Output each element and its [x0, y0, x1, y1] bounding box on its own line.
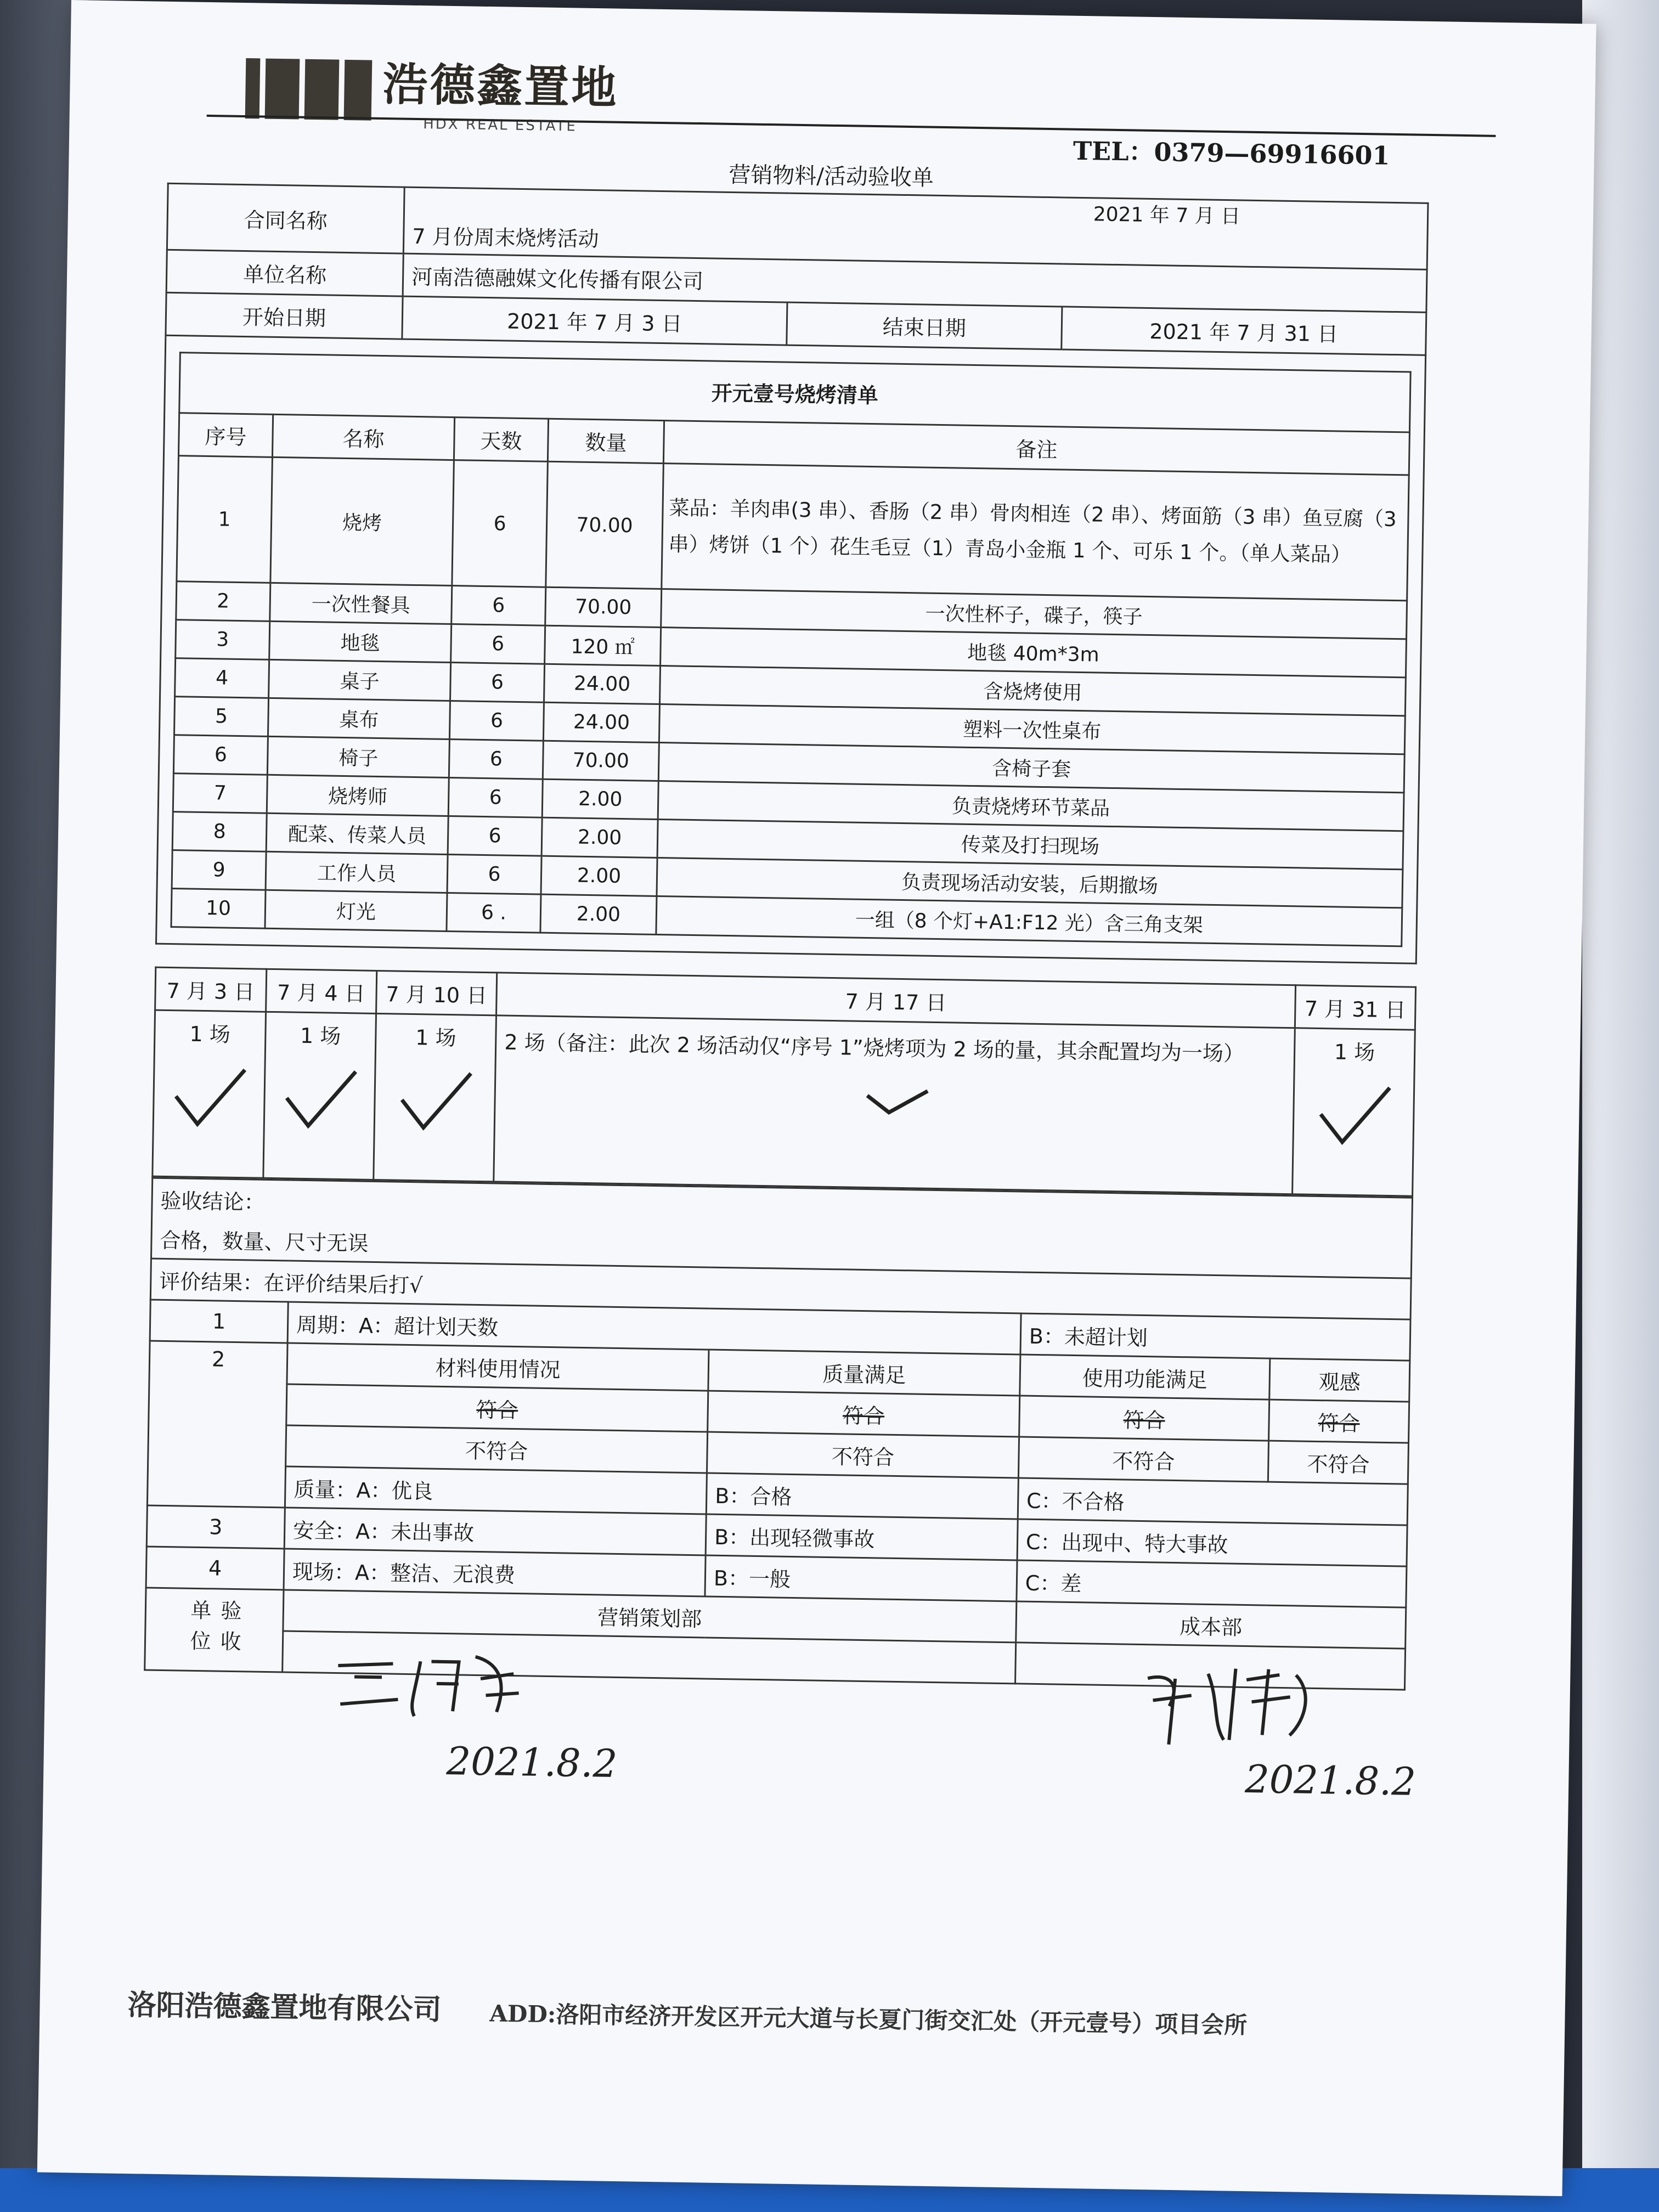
col-header-qty: 数量 — [548, 419, 664, 463]
appearance-nonconform: 不符合 — [1268, 1441, 1408, 1484]
row-days: 6 — [451, 624, 545, 664]
row-no: 10 — [171, 889, 266, 929]
row-remark: 地毯 40m*3m — [661, 628, 1407, 678]
material-nonconform: 不符合 — [286, 1425, 708, 1473]
function-nonconform: 不符合 — [1018, 1437, 1268, 1482]
row-name: 灯光 — [265, 890, 447, 931]
row-days: 6 — [448, 816, 542, 856]
schedule-count: 1 场 — [189, 1022, 231, 1047]
row-days: 6 — [452, 586, 546, 626]
row-name: 桌子 — [269, 659, 451, 701]
quality-option-c: C：不合格 — [1018, 1478, 1408, 1525]
row-name: 烧烤师 — [267, 775, 449, 816]
schedule-cell — [494, 1015, 1295, 1194]
row-remark: 负责烧烤环节菜品 — [658, 781, 1404, 831]
footer-company: 洛阳浩德鑫置地有限公司 — [127, 1988, 442, 2027]
evaluation-instruction: 评价结果：在评价结果后打√ — [150, 1259, 1411, 1319]
row-no: 9 — [172, 850, 266, 890]
checkmark-icon — [391, 1066, 479, 1139]
schedule-cell — [374, 1013, 496, 1181]
row-days: 6 — [449, 739, 543, 779]
row-qty: 70.00 — [543, 741, 659, 781]
company-name-cn: 浩德鑫置地 — [382, 58, 619, 115]
site-option-a: 现场：A：整洁、无浪费 — [284, 1549, 706, 1596]
row-days: 6 — [448, 777, 543, 817]
row-days: 6 . — [447, 893, 541, 933]
row-remark: 含烧烤使用 — [659, 666, 1406, 716]
quality-conform: 符合 — [708, 1391, 1020, 1437]
schedule-date: 7 月 10 日 — [376, 970, 497, 1015]
start-label: 开始日期 — [166, 292, 403, 339]
end-value: 2021 年 7 月 31 日 — [1062, 307, 1426, 355]
backdrop-right — [1582, 0, 1659, 2212]
acceptance-form — [144, 183, 1429, 1804]
schedule-table — [151, 967, 1417, 1197]
safety-option-b: B：出现轻微事故 — [706, 1514, 1018, 1560]
row-no: 3 — [176, 620, 270, 660]
contract-value: 7 月份周末烧烤活动 — [411, 224, 599, 252]
bbq-list-section — [155, 336, 1426, 964]
document-page — [37, 0, 1596, 2196]
contract-label: 合同名称 — [167, 183, 404, 253]
schedule-date: 7 月 4 日 — [266, 969, 377, 1013]
safety-option-c: C：出现中、特大事故 — [1017, 1519, 1407, 1566]
row-days: 6 — [452, 460, 548, 588]
evaluation-table — [144, 1177, 1417, 1804]
schedule-date: 7 月 17 日 — [496, 973, 1296, 1028]
checkmark-icon — [1309, 1081, 1398, 1154]
row-number: 3 — [146, 1505, 285, 1549]
row-name: 椅子 — [267, 736, 449, 777]
row-no: 4 — [175, 658, 269, 698]
safety-option-a: 安全：A：未出事故 — [284, 1508, 706, 1555]
quality-option-a: 质量：A：优良 — [285, 1466, 707, 1514]
criterion-function: 使用功能满足 — [1020, 1355, 1270, 1400]
col-header-remark: 备注 — [663, 421, 1409, 475]
row-no: 8 — [172, 812, 267, 852]
unit-value: 河南浩德融媒文化传播有限公司 — [403, 253, 1427, 312]
cost-sign-date: 2021.8.2 — [1244, 1757, 1417, 1804]
bbq-list-title: 开元壹号烧烤清单 — [178, 352, 1411, 431]
checkmark-icon — [275, 1065, 364, 1137]
row-no: 1 — [177, 456, 273, 583]
col-header-name: 名称 — [272, 414, 454, 460]
header-table — [165, 183, 1429, 356]
row-qty: 2.00 — [541, 817, 658, 857]
bbq-table — [170, 412, 1410, 947]
table-row — [177, 456, 1409, 601]
row-remark: 塑料一次性桌布 — [659, 704, 1405, 754]
row-no: 5 — [174, 697, 268, 737]
checkmark-icon — [165, 1063, 253, 1136]
row-remark: 一组（8 个灯+A1:F12 光）含三角支架 — [656, 896, 1402, 946]
row-number: 4 — [146, 1547, 284, 1590]
schedule-count: 2 场（备注：此次 2 场活动仅“序号 1”烧烤项为 2 场的量，其余配置均为一场） — [504, 1030, 1245, 1066]
unit-label: 单位名称 — [166, 250, 403, 296]
quality-option-b: B：合格 — [706, 1473, 1018, 1519]
row-no: 2 — [176, 582, 270, 622]
acceptance-unit-label: 验收单位 — [145, 1588, 284, 1672]
row-name: 烧烤 — [270, 457, 454, 585]
row-qty: 70.00 — [546, 461, 664, 589]
row-qty: 24.00 — [544, 664, 660, 704]
period-option-a: 周期：A：超计划天数 — [287, 1302, 1021, 1355]
site-option-c: C：差 — [1017, 1560, 1407, 1607]
company-name-en: HDX REAL ESTATE — [423, 116, 578, 135]
conclusion-label: 验收结论： — [152, 1178, 1413, 1238]
row-qty: 24.00 — [543, 702, 659, 742]
material-conform: 符合 — [286, 1384, 708, 1432]
appearance-conform: 符合 — [1269, 1400, 1409, 1443]
row-qty: 2.00 — [540, 894, 657, 934]
quality-nonconform: 不符合 — [707, 1432, 1019, 1478]
start-value: 2021 年 7 月 3 日 — [402, 296, 787, 345]
period-option-b: B：未超计划 — [1020, 1313, 1410, 1361]
criterion-material: 材料使用情况 — [287, 1343, 709, 1391]
schedule-cell — [263, 1012, 376, 1180]
row-days: 6 — [449, 701, 544, 741]
row-name: 一次性餐具 — [270, 583, 452, 624]
criterion-appearance: 观感 — [1269, 1358, 1410, 1402]
row-name: 地毯 — [269, 621, 452, 662]
conclusion-value: 合格，数量、尺寸无误 — [151, 1218, 1412, 1279]
row-remark: 负责现场活动安装，后期撤场 — [657, 857, 1403, 907]
row-remark: 传菜及打扫现场 — [657, 819, 1403, 869]
dept-cost: 成本部 — [1016, 1601, 1406, 1649]
dept-marketing: 营销策划部 — [283, 1590, 1017, 1643]
row-number: 1 — [150, 1300, 288, 1343]
row-remark: 菜品：羊肉串(3 串）、香肠（2 串）骨肉相连（2 串）、烤面筋（3 串）鱼豆腐（3 串）烤饼（1 个）花生毛豆（1）青岛小金瓶 1 个、可乐 1 个。（单人菜品） — [662, 464, 1409, 601]
row-days: 6 — [447, 854, 541, 894]
checkmark-icon — [850, 1085, 939, 1119]
cost-signature-area — [1015, 1643, 1417, 1804]
schedule-cell — [153, 1010, 266, 1178]
row-qty: 120 ㎡ — [545, 625, 661, 665]
row-qty: 2.00 — [542, 779, 658, 819]
marketing-sign-date: 2021.8.2 — [446, 1739, 618, 1787]
site-option-b: B：一般 — [705, 1555, 1017, 1601]
form-date: 2021 年 7 月 日 — [1093, 203, 1241, 228]
schedule-count: 1 场 — [415, 1025, 456, 1051]
schedule-cell — [1292, 1028, 1415, 1196]
row-name: 工作人员 — [266, 851, 448, 893]
col-header-days: 天数 — [454, 417, 548, 462]
telephone: TEL：0379—69916601 — [1073, 136, 1390, 171]
criterion-quality: 质量满足 — [708, 1350, 1020, 1396]
cost-signature — [1136, 1656, 1346, 1753]
footer-address: ADD:洛阳市经济开发区开元大道与长夏门街交汇处（开元壹号）项目会所 — [489, 2000, 1248, 2039]
row-no: 7 — [173, 774, 267, 814]
schedule-count: 1 场 — [1334, 1040, 1375, 1065]
row-name: 桌布 — [268, 698, 450, 739]
row-qty: 70.00 — [545, 587, 662, 627]
logo-mark-icon — [245, 58, 373, 121]
row-qty: 2.00 — [541, 856, 657, 896]
schedule-date: 7 月 3 日 — [155, 967, 267, 1012]
end-label: 结束日期 — [787, 302, 1062, 349]
function-conform: 符合 — [1019, 1396, 1269, 1441]
row-remark: 一次性杯子，碟子，筷子 — [661, 589, 1407, 639]
schedule-date: 7 月 31 日 — [1295, 985, 1415, 1030]
col-header-no: 序号 — [178, 413, 273, 458]
row-days: 6 — [450, 663, 545, 703]
row-remark: 含椅子套 — [658, 742, 1404, 792]
row-name: 配菜、传菜人员 — [266, 813, 448, 854]
marketing-signature — [332, 1644, 541, 1729]
form-title: 营销物料/活动验收单 — [729, 162, 934, 191]
schedule-count: 1 场 — [300, 1023, 341, 1048]
row-no: 6 — [173, 735, 268, 775]
row-number: 2 — [147, 1341, 287, 1508]
